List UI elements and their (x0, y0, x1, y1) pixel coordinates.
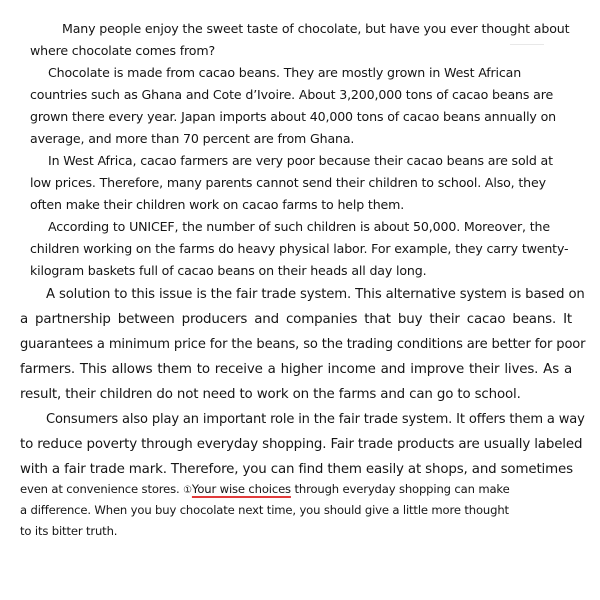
consumers-line-1: Consumers also play an important role in the fair trade system. It offers them a way (46, 412, 585, 427)
cacao-origin-line-3: grown there every year. Japan imports about 40,000 tons of cacao beans annually on (30, 109, 556, 124)
conclusion-line-1-end: through everyday shopping can make (290, 482, 510, 496)
intro-line-2: where chocolate comes from? (30, 43, 215, 58)
intro-line-1: Many people enjoy the sweet taste of chocolate, but have you ever thought about (62, 21, 570, 36)
cacao-origin-line-2: countries such as Ghana and Cote d’Ivoire. About 3,200,000 tons of cacao beans are (30, 87, 554, 102)
solution-line-3: guarantees a minimum price for the beans, so the trading conditions are better for poor (20, 337, 586, 352)
consumers-line-2: to reduce poverty through everyday shopping. Fair trade products are usually labeled (20, 437, 583, 452)
scan-mark (510, 44, 544, 45)
farmers-line-3: often make their children work on cacao farms to help them. (30, 197, 405, 212)
conclusion-line-1 (20, 484, 510, 496)
farmers-line-1: In West Africa, cacao farmers are very poor because their cacao beans are sold at (48, 153, 553, 168)
cacao-origin-line-4: average, and more than 70 percent are from Ghana. (30, 131, 355, 146)
solution-line-2: a partnership between producers and companies that buy their cacao beans. It (20, 312, 572, 327)
solution-line-5: result, their children do not need to work on the farms and can go to school. (20, 387, 521, 402)
cacao-origin-line-1: Chocolate is made from cacao beans. They are mostly grown in West African (48, 65, 522, 80)
farmers-line-2: low prices. Therefore, many parents cannot send their children to school. Also, they (30, 175, 546, 190)
unicef-line-3: kilogram baskets full of cacao beans on their heads all day long. (30, 263, 427, 278)
conclusion-line-2: a difference. When you buy chocolate next time, you should give a little more thought (20, 503, 509, 517)
consumers-line-3: with a fair trade mark. Therefore, you can find them easily at shops, and sometimes (20, 462, 573, 477)
underlined-phrase: Your wise choices (191, 482, 291, 496)
solution-line-1: A solution to this issue is the fair trade system. This alternative system is based on (46, 287, 585, 302)
solution-line-4: farmers. This allows them to receive a higher income and improve their lives. As a (20, 362, 572, 377)
conclusion-line-1-start: even at convenience stores. (20, 482, 184, 496)
unicef-line-2: children working on the farms do heavy physical labor. For example, they carry twenty- (30, 241, 569, 256)
question-marker: ① (183, 485, 192, 496)
conclusion-line-3: to its bitter truth. (20, 524, 118, 538)
unicef-line-1: According to UNICEF, the number of such children is about 50,000. Moreover, the (48, 219, 550, 234)
